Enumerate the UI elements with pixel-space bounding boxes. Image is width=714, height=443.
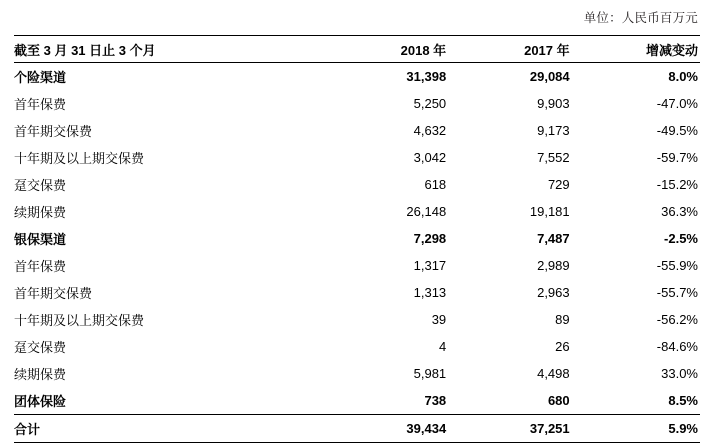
row-value-2017: 89 — [555, 312, 570, 327]
row-value-2017: 2,963 — [537, 285, 570, 300]
row-value-2018: 1,317 — [413, 258, 447, 273]
row-value-2018: 26,148 — [406, 204, 447, 219]
column-header-2017: 2017 年 — [446, 36, 569, 63]
table-row — [14, 198, 700, 225]
table-row — [14, 279, 700, 306]
row-value-2018: 7,298 — [413, 231, 447, 246]
row-value-2018: 1,313 — [413, 285, 447, 300]
row-value-2017: 19,181 — [529, 204, 570, 219]
table-row — [14, 360, 700, 387]
table-row — [14, 387, 700, 415]
row-value-2017: 729 — [547, 177, 570, 192]
row-value-2018: 618 — [424, 177, 447, 192]
row-value-change: -15.2% — [656, 177, 698, 192]
row-value-change: -55.7% — [656, 285, 698, 300]
row-value-2017: 9,173 — [537, 123, 570, 138]
row-value-change: 36.3% — [661, 204, 698, 219]
row-label: 个险渠道 — [14, 70, 67, 85]
row-label: 十年期及以上期交保费 — [14, 313, 145, 328]
row-value-change: 33.0% — [661, 366, 698, 381]
table-header-row — [14, 36, 700, 63]
total-value-change: 5.9% — [570, 415, 700, 443]
table-body — [14, 63, 700, 443]
row-value-2018: 3,042 — [413, 150, 447, 165]
column-header-period: 截至 3 月 31 日止 3 个月 — [14, 36, 330, 63]
row-value-2018: 4,632 — [413, 123, 447, 138]
row-label: 首年期交保费 — [14, 286, 93, 301]
premium-income-table — [14, 35, 700, 443]
row-value-change: -47.0% — [656, 96, 698, 111]
row-value-2017: 2,989 — [537, 258, 570, 273]
column-header-2018: 2018 年 — [330, 36, 447, 63]
row-value-change: -56.2% — [656, 312, 698, 327]
row-label: 首年保费 — [14, 259, 67, 274]
row-value-2018: 738 — [424, 393, 447, 408]
row-label: 趸交保费 — [14, 178, 67, 193]
row-label: 团体保险 — [14, 394, 67, 409]
table-total-row — [14, 415, 700, 443]
row-label: 续期保费 — [14, 205, 67, 220]
row-value-2018: 5,981 — [413, 366, 447, 381]
total-value-2018: 39,434 — [330, 415, 447, 443]
row-value-2017: 7,552 — [537, 150, 570, 165]
row-value-2018: 39 — [431, 312, 447, 327]
table-row — [14, 225, 700, 252]
row-value-2018: 31,398 — [406, 69, 447, 84]
table-row — [14, 63, 700, 91]
table-row — [14, 117, 700, 144]
table-row — [14, 333, 700, 360]
row-value-2017: 7,487 — [537, 231, 570, 246]
table-row — [14, 252, 700, 279]
row-value-change: -84.6% — [656, 339, 698, 354]
row-value-2018: 4 — [438, 339, 447, 354]
row-label: 十年期及以上期交保费 — [14, 151, 145, 166]
column-header-change: 增减变动 — [570, 36, 700, 63]
unit-note: 单位：人民币百万元 — [583, 11, 698, 25]
row-label: 首年期交保费 — [14, 124, 93, 139]
table-row — [14, 306, 700, 333]
row-label: 趸交保费 — [14, 340, 67, 355]
row-value-2017: 4,498 — [537, 366, 570, 381]
total-label: 合计 — [14, 415, 330, 443]
row-value-2017: 680 — [547, 393, 570, 408]
row-label: 首年保费 — [14, 97, 67, 112]
row-value-change: -55.9% — [656, 258, 698, 273]
row-value-2017: 26 — [555, 339, 570, 354]
row-value-change: 8.0% — [668, 69, 698, 84]
row-value-change: -49.5% — [656, 123, 698, 138]
row-value-change: -59.7% — [656, 150, 698, 165]
row-value-change: -2.5% — [664, 231, 698, 246]
table-header — [14, 36, 700, 63]
row-value-2017: 9,903 — [537, 96, 570, 111]
row-value-2017: 29,084 — [529, 69, 570, 84]
row-label: 续期保费 — [14, 367, 67, 382]
table-row — [14, 171, 700, 198]
row-value-2018: 5,250 — [413, 96, 447, 111]
table-row — [14, 90, 700, 117]
total-value-2017: 37,251 — [446, 415, 569, 443]
row-value-change: 8.5% — [668, 393, 698, 408]
table-row — [14, 144, 700, 171]
row-label: 银保渠道 — [14, 232, 67, 247]
